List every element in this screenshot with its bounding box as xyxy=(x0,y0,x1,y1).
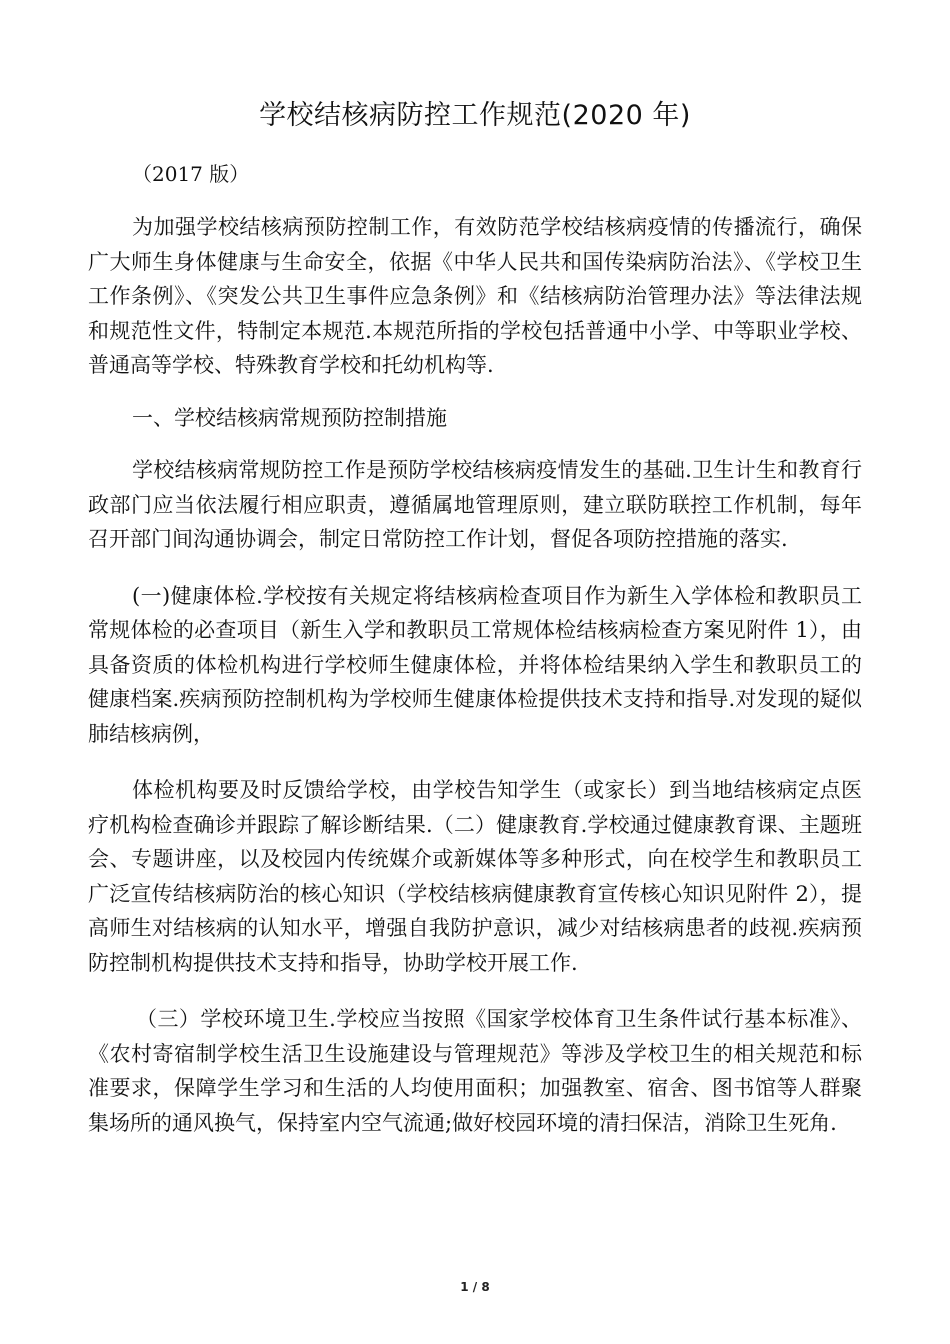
body-paragraph: (一)健康体检.学校按有关规定将结核病检查项目作为新生入学体检和教职员工常规体检的必查项目（新生入学和教职员工常规体检结核病检查方案见附件 1），由具备资质的体检机构进行学校师生健康体检，并将体检结果纳入学生和教职员工的健康档案.疾病预防控制机构为学校师生健康体检提供技术支持和指导.对发现的疑似肺结核病例， xyxy=(88,583,862,746)
edition-note: （2017 版） xyxy=(132,162,250,186)
body-paragraph: 体检机构要及时反馈给学校，由学校告知学生（或家长）到当地结核病定点医疗机构检查确诊并跟踪了解诊断结果.（二）健康教育.学校通过健康教育课、主题班会、专题讲座，以及校园内传统媒介或新媒体等多种形式，向在校学生和教职员工广泛宣传结核病防治的核心知识（学校结核病健康教育宣传核心知识见附件 2），提高师生对结核病的认知水平，增强自我防护意识，减少对结核病患者的歧视.疾病预防控制机构提供技术支持和指导，协助学校开展工作. xyxy=(88,778,862,975)
intro-paragraph: 为加强学校结核病预防控制工作，有效防范学校结核病疫情的传播流行，确保广大师生身体健康与生命安全，依据《中华人民共和国传染病防治法》、《学校卫生工作条例》、《突发公共卫生事件应急条例》和《结核病防治管理办法》等法律法规和规范性文件，特制定本规范.本规范所指的学校包括普通中小学、中等职业学校、普通高等学校、特殊教育学校和托幼机构等. xyxy=(88,215,862,377)
section-heading: 一、学校结核病常规预防控制措施 xyxy=(132,405,447,430)
body-paragraph: 学校结核病常规防控工作是预防学校结核病疫情发生的基础.卫生计生和教育行政部门应当依法履行相应职责，遵循属地管理原则，建立联防联控工作机制，每年召开部门间沟通协调会，制定日常防控工作计划，督促各项防控措施的落实. xyxy=(88,458,862,551)
page-number: 1 / 8 xyxy=(460,1280,490,1294)
body-paragraph: （三）学校环境卫生.学校应当按照《国家学校体育卫生条件试行基本标准》、《农村寄宿制学校生活卫生设施建设与管理规范》等涉及学校卫生的相关规范和标准要求，保障学生学习和生活的人均使用面积；加强教室、宿舍、图书馆等人群聚集场所的通风换气，保持室内空气流通;做好校园环境的清扫保洁，消除卫生死角. xyxy=(88,1007,862,1135)
document-title: 学校结核病防控工作规范(2020 年) xyxy=(259,100,691,131)
